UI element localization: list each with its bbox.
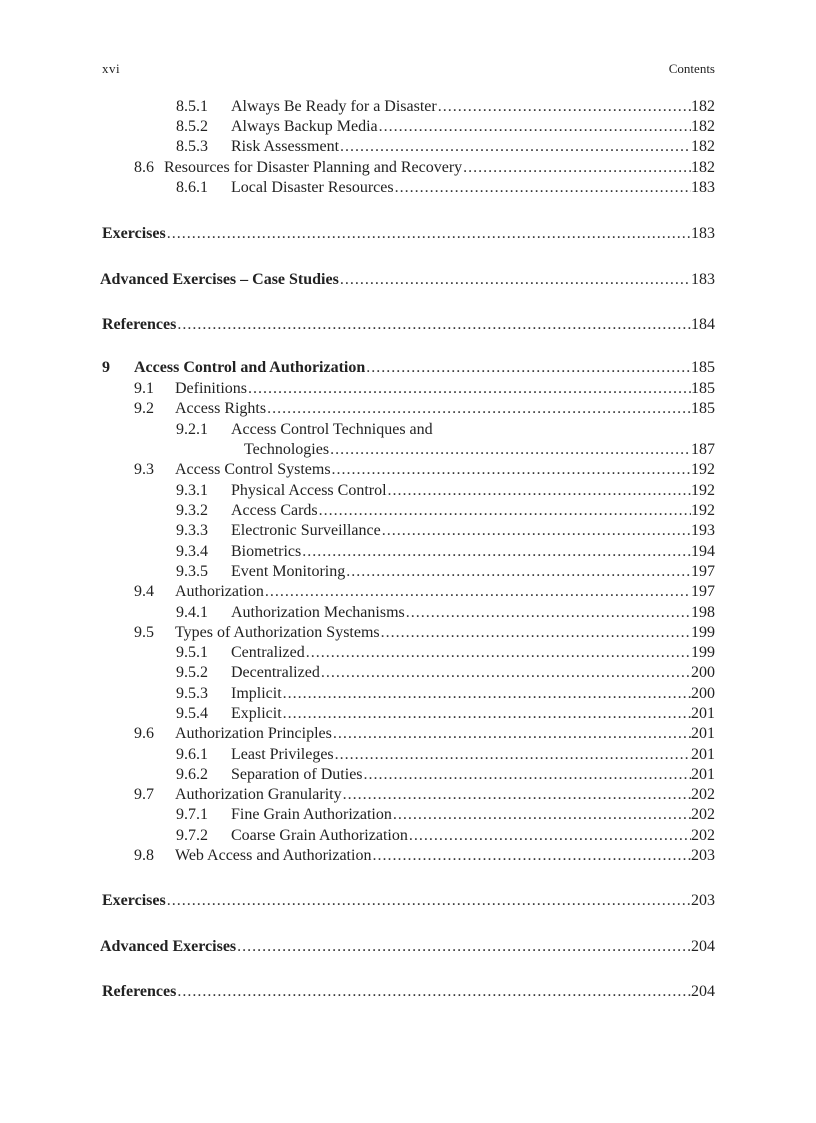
section-number: 8.5.3 (176, 138, 208, 155)
section-title: Authorization Mechanisms (231, 604, 405, 621)
leader-dots (266, 399, 691, 419)
toc-entry-9-7-1[interactable] (0, 805, 816, 825)
leader-dots (381, 521, 691, 541)
toc-entry-9-2-1[interactable] (0, 420, 816, 440)
leader-dots (305, 643, 691, 663)
toc-entry-9-7-2[interactable] (0, 826, 816, 846)
section-title: Exercises (102, 225, 166, 242)
page-ref: 202 (691, 827, 715, 844)
section-title: Exercises (102, 892, 166, 909)
leader-dots (236, 937, 691, 957)
section-title: Risk Assessment (231, 138, 340, 155)
section-number: 9.2.1 (176, 421, 208, 438)
section-title: Advanced Exercises (100, 938, 237, 955)
section-title: Advanced Exercises – Case Studies (100, 271, 339, 288)
leader-dots (408, 826, 691, 846)
section-number: 9.7.2 (176, 827, 208, 844)
section-number: 9.5 (134, 624, 154, 641)
section-number: 9.7 (134, 786, 154, 803)
toc-entry-9-3-3[interactable] (0, 521, 816, 541)
page-ref: 182 (691, 159, 715, 176)
page-ref: 182 (691, 98, 715, 115)
page-ref: 201 (691, 766, 715, 783)
leader-dots (378, 117, 691, 137)
leader-dots (387, 481, 691, 501)
section-title: Electronic Surveillance (231, 522, 381, 539)
toc-entry-exercises-2[interactable] (0, 891, 816, 911)
section-number: 9.4.1 (176, 604, 208, 621)
leader-dots (334, 745, 691, 765)
page-ref: 202 (691, 806, 715, 823)
toc-entry-9-4-1[interactable] (0, 603, 816, 623)
section-number: 9.6.1 (176, 746, 208, 763)
section-title: Authorization (175, 583, 264, 600)
toc-entry-8-5-2[interactable] (0, 117, 816, 137)
page-ref: 183 (691, 225, 715, 242)
leader-dots (264, 582, 691, 602)
section-number: 8.6 (134, 159, 154, 176)
section-number: 8.5.1 (176, 98, 208, 115)
page-ref: 184 (691, 316, 715, 333)
toc-entry-9-6[interactable] (0, 724, 816, 744)
toc-entry-9-5-1[interactable] (0, 643, 816, 663)
leader-dots (363, 765, 691, 785)
section-title: Access Rights (175, 400, 267, 417)
section-title: Explicit (231, 705, 282, 722)
section-title: Biometrics (231, 543, 302, 560)
toc-entry-references[interactable] (0, 315, 816, 335)
page-ref: 194 (691, 543, 715, 560)
section-number: 9.3 (134, 461, 154, 478)
page-ref: 203 (691, 892, 715, 909)
page-ref: 197 (691, 563, 715, 580)
section-number: 9.3.3 (176, 522, 208, 539)
page-ref: 204 (691, 938, 715, 955)
leader-dots (282, 684, 691, 704)
toc-entry-9-3-5[interactable] (0, 562, 816, 582)
section-title: Least Privileges (231, 746, 334, 763)
page-ref: 201 (691, 725, 715, 742)
page-ref: 200 (691, 685, 715, 702)
toc-entry-9-6-1[interactable] (0, 745, 816, 765)
toc-entry-9-3[interactable] (0, 460, 816, 480)
toc-entry-8-5-3[interactable] (0, 137, 816, 157)
section-number: 9.3.5 (176, 563, 208, 580)
section-title: Physical Access Control (231, 482, 387, 499)
toc-entry-8-5-1[interactable] (0, 97, 816, 117)
section-number: 9.3.2 (176, 502, 208, 519)
section-title: Always Backup Media (231, 118, 378, 135)
page-ref: 182 (691, 118, 715, 135)
leader-dots (437, 97, 691, 117)
leader-dots (345, 562, 691, 582)
page-ref: 182 (691, 138, 715, 155)
toc-entry-9-4[interactable] (0, 582, 816, 602)
toc-entry-9-3-2[interactable] (0, 501, 816, 521)
chapter-title: Access Control and Authorization (134, 359, 366, 376)
section-title: Authorization Granularity (175, 786, 342, 803)
leader-dots (339, 137, 691, 157)
section-title: Coarse Grain Authorization (231, 827, 408, 844)
section-title: Access Control Techniques and (231, 421, 433, 438)
leader-dots (365, 358, 691, 378)
section-title: Centralized (231, 644, 305, 661)
toc-entry-chapter-9[interactable] (0, 358, 816, 378)
leader-dots (247, 379, 691, 399)
toc-entry-9-8[interactable] (0, 846, 816, 866)
toc-entry-9-7[interactable] (0, 785, 816, 805)
leader-dots (332, 724, 691, 744)
section-number: 9.2 (134, 400, 154, 417)
toc-entry-9-3-4[interactable] (0, 542, 816, 562)
section-title: References (102, 316, 177, 333)
toc-entry-8-6-1[interactable] (0, 178, 816, 198)
section-title: Authorization Principles (175, 725, 332, 742)
section-title: References (102, 983, 177, 1000)
page-ref: 192 (691, 502, 715, 519)
section-title: Access Control Systems (175, 461, 331, 478)
leader-dots (320, 663, 691, 683)
section-title: Definitions (175, 380, 247, 397)
toc-entry-references-2[interactable] (0, 982, 816, 1002)
section-title: Web Access and Authorization (175, 847, 372, 864)
section-number: 9.5.3 (176, 685, 208, 702)
page-ref: 198 (691, 604, 715, 621)
toc-entry-exercises[interactable] (0, 224, 816, 244)
chapter-number: 9 (102, 359, 110, 376)
section-title: Types of Authorization Systems (175, 624, 380, 641)
toc-entry-9-5[interactable] (0, 623, 816, 643)
page-ref: 187 (691, 441, 715, 458)
leader-dots (176, 982, 691, 1002)
leader-dots (339, 270, 691, 290)
page-ref: 192 (691, 482, 715, 499)
section-number: 9.6 (134, 725, 154, 742)
page-ref: 185 (691, 380, 715, 397)
toc-entry-advanced-exercises[interactable] (0, 937, 816, 957)
page-ref: 202 (691, 786, 715, 803)
section-title: Implicit (231, 685, 282, 702)
section-title: Fine Grain Authorization (231, 806, 392, 823)
toc-entry-9-3-1[interactable] (0, 481, 816, 501)
leader-dots (282, 704, 691, 724)
page-ref: 199 (691, 624, 715, 641)
page-ref: 204 (691, 983, 715, 1000)
section-title: Access Cards (231, 502, 318, 519)
leader-dots (462, 158, 691, 178)
section-number: 9.8 (134, 847, 154, 864)
leader-dots (371, 846, 691, 866)
page-ref: 197 (691, 583, 715, 600)
section-title: Local Disaster Resources (231, 179, 394, 196)
page-ref: 200 (691, 664, 715, 681)
section-title-continued: Technologies (244, 441, 330, 458)
section-number: 8.6.1 (176, 179, 208, 196)
toc-entry-9-5-3[interactable] (0, 684, 816, 704)
leader-dots (301, 542, 691, 562)
leader-dots (342, 785, 691, 805)
section-number: 9.7.1 (176, 806, 208, 823)
section-title: Always Be Ready for a Disaster (231, 98, 437, 115)
toc-entry-advanced-exercises-case-studies[interactable] (0, 270, 816, 290)
section-number: 8.5.2 (176, 118, 208, 135)
section-title: Decentralized (231, 664, 320, 681)
leader-dots (405, 603, 691, 623)
toc-entry-9-6-2[interactable] (0, 765, 816, 785)
page-ref: 201 (691, 746, 715, 763)
page-ref: 185 (691, 400, 715, 417)
page-ref: 203 (691, 847, 715, 864)
leader-dots (329, 440, 691, 460)
toc-entry-8-6[interactable] (0, 158, 816, 178)
toc-entry-9-5-2[interactable] (0, 663, 816, 683)
page-ref: 183 (691, 179, 715, 196)
leader-dots (331, 460, 691, 480)
leader-dots (166, 891, 691, 911)
running-title: Contents (668, 61, 715, 76)
page-ref: 192 (691, 461, 715, 478)
section-number: 9.6.2 (176, 766, 208, 783)
leader-dots (392, 805, 691, 825)
toc-entry-9-1[interactable] (0, 379, 816, 399)
toc-entry-9-2-1-continued[interactable] (0, 440, 816, 460)
page-ref: 199 (691, 644, 715, 661)
page-number: xvi (102, 61, 121, 76)
leader-dots (318, 501, 691, 521)
section-number: 9.3.4 (176, 543, 208, 560)
leader-dots (380, 623, 691, 643)
section-number: 9.3.1 (176, 482, 208, 499)
page-ref: 185 (691, 359, 715, 376)
page-ref: 183 (691, 271, 715, 288)
page-ref: 193 (691, 522, 715, 539)
section-title: Event Monitoring (231, 563, 346, 580)
section-title: Resources for Disaster Planning and Recovery (164, 159, 463, 176)
leader-dots (166, 224, 691, 244)
section-number: 9.5.2 (176, 664, 208, 681)
toc-entry-9-2[interactable] (0, 399, 816, 419)
leader-dots (394, 178, 691, 198)
leader-dots (176, 315, 691, 335)
section-number: 9.5.1 (176, 644, 208, 661)
section-number: 9.4 (134, 583, 154, 600)
section-title: Separation of Duties (231, 766, 363, 783)
section-number: 9.1 (134, 380, 154, 397)
toc-entry-9-5-4[interactable] (0, 704, 816, 724)
section-number: 9.5.4 (176, 705, 208, 722)
page-ref: 201 (691, 705, 715, 722)
